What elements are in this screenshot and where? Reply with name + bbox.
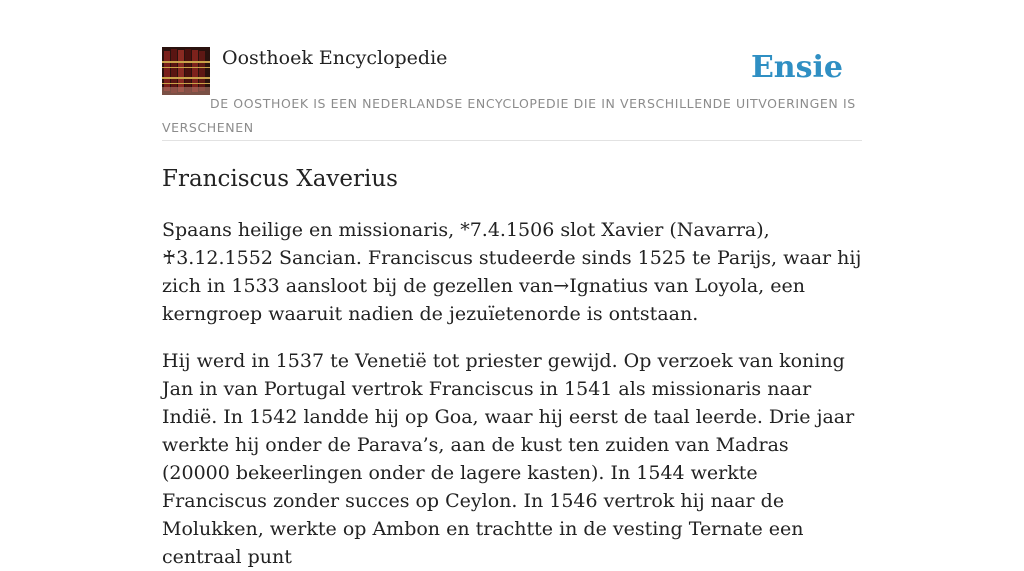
article-paragraph: Hij werd in 1537 te Venetië tot priester gewijd. Op verzoek van koning Jan in van Portugal vertrok Franciscus in 1541 als missionaris naar Indië. In 1542 landde hij op Goa, waar hij eerst de taal leerde. Drie jaar werkte hij onder de Parava’s, aan de kust ten zuiden van Madras (20000 bekeerlingen onder de lagere kasten). In 1544 werkte Franciscus zonder succes op Ceylon. In 1546 vertrok hij naar de Molukken, werkte op Ambon en trachtte in de vesting Ternate een centraal punt xyxy=(162,350,855,568)
article-paragraph xyxy=(162,216,862,328)
paragraph-text: Spaans heilige en missionaris, *7.4.1506 slot Xavier (Navarra), ♰3.12.1552 Sancian. Franciscus studeerde sinds 1525 te Parijs, waar hij zich in 1533 aansloot bij de gezellen van xyxy=(162,219,862,297)
article-title: Franciscus Xaverius xyxy=(162,166,398,192)
paragraph-text: , een kerngroep waaruit nadien de jezuïetenorde is ontstaan. xyxy=(162,275,805,325)
site-title-link[interactable]: Oosthoek Encyclopedie xyxy=(222,47,448,69)
site-tagline: DE OOSTHOEK IS EEN NEDERLANDSE ENCYCLOPEDIE DIE IN VERSCHILLENDE UITVOERINGEN IS VERSCHENEN xyxy=(162,96,856,135)
article-body xyxy=(162,216,862,571)
ignatius-van-loyola-link[interactable]: →Ignatius van Loyola xyxy=(553,275,759,297)
ensie-logo[interactable]: Ensie xyxy=(750,50,843,85)
article xyxy=(162,162,862,571)
book-spines-icon xyxy=(162,47,210,95)
site-header xyxy=(162,46,862,141)
encyclopedia-books-avatar[interactable] xyxy=(162,47,210,95)
